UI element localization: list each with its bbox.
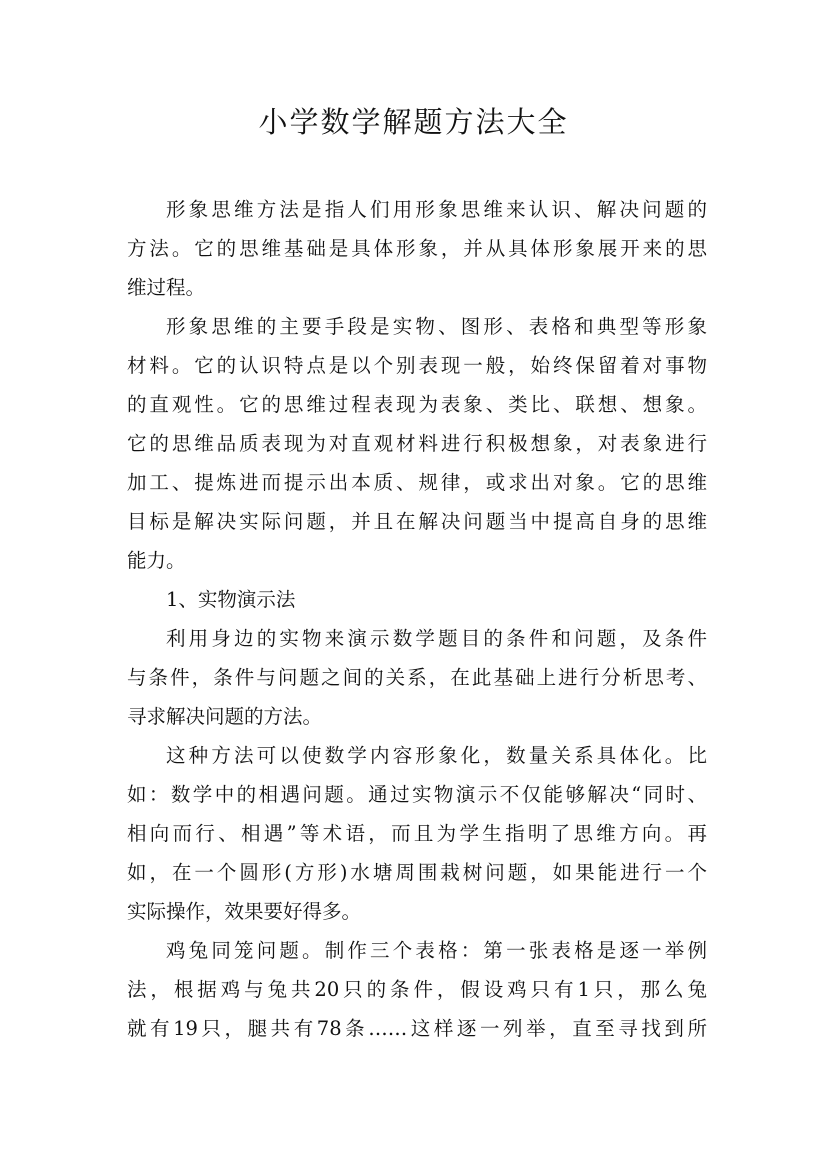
text-line: 方法。它的思维基础是具体形象，并从具体形象展开来的思 [127,237,707,260]
text-line: 形象思维方法是指人们用形象思维来认识、解决问题的 [166,198,707,221]
text-line: 材料。它的认识特点是以个别表现一般，始终保留着对事物 [127,354,707,377]
text-line: 形象思维的主要手段是实物、图形、表格和典型等形象 [166,315,707,338]
section-heading: 1、实物演示法 [166,588,296,611]
text-line: 这种方法可以使数学内容形象化，数量关系具体化。比 [166,744,707,767]
text-line: 如，在一个圆形(方形)水塘周围栽树问题，如果能进行一个 [127,861,707,884]
text-line: 加工、提炼进而提示出本质、规律，或求出对象。它的思维 [127,471,707,494]
text-line: 的直观性。它的思维过程表现为表象、类比、联想、想象。 [127,393,707,416]
text-line: 相向而行、相遇”等术语，而且为学生指明了思维方向。再 [127,822,707,845]
text-line: 能力。 [127,549,186,572]
text-line: 寻求解决问题的方法。 [127,705,323,728]
text-line: 目标是解决实际问题，并且在解决问题当中提高自身的思维 [127,510,707,533]
text-line: 法，根据鸡与兔共20只的条件，假设鸡只有1只，那么兔 [127,978,707,1001]
text-line: 与条件，条件与问题之间的关系，在此基础上进行分析思考、 [127,666,707,689]
document-title: 小学数学解题方法大全 [258,105,569,139]
text-line: 维过程。 [127,276,206,299]
text-line: 利用身边的实物来演示数学题目的条件和问题，及条件 [166,627,707,650]
text-line: 鸡兔同笼问题。制作三个表格：第一张表格是逐一举例 [166,939,707,962]
text-line: 如：数学中的相遇问题。通过实物演示不仅能够解决“同时、 [127,783,707,806]
text-line: 实际操作，效果要好得多。 [127,900,362,923]
text-line: 就有19只，腿共有78条……这样逐一列举，直至寻找到所 [127,1017,707,1040]
text-line: 它的思维品质表现为对直观材料进行积极想象，对表象进行 [127,432,707,455]
